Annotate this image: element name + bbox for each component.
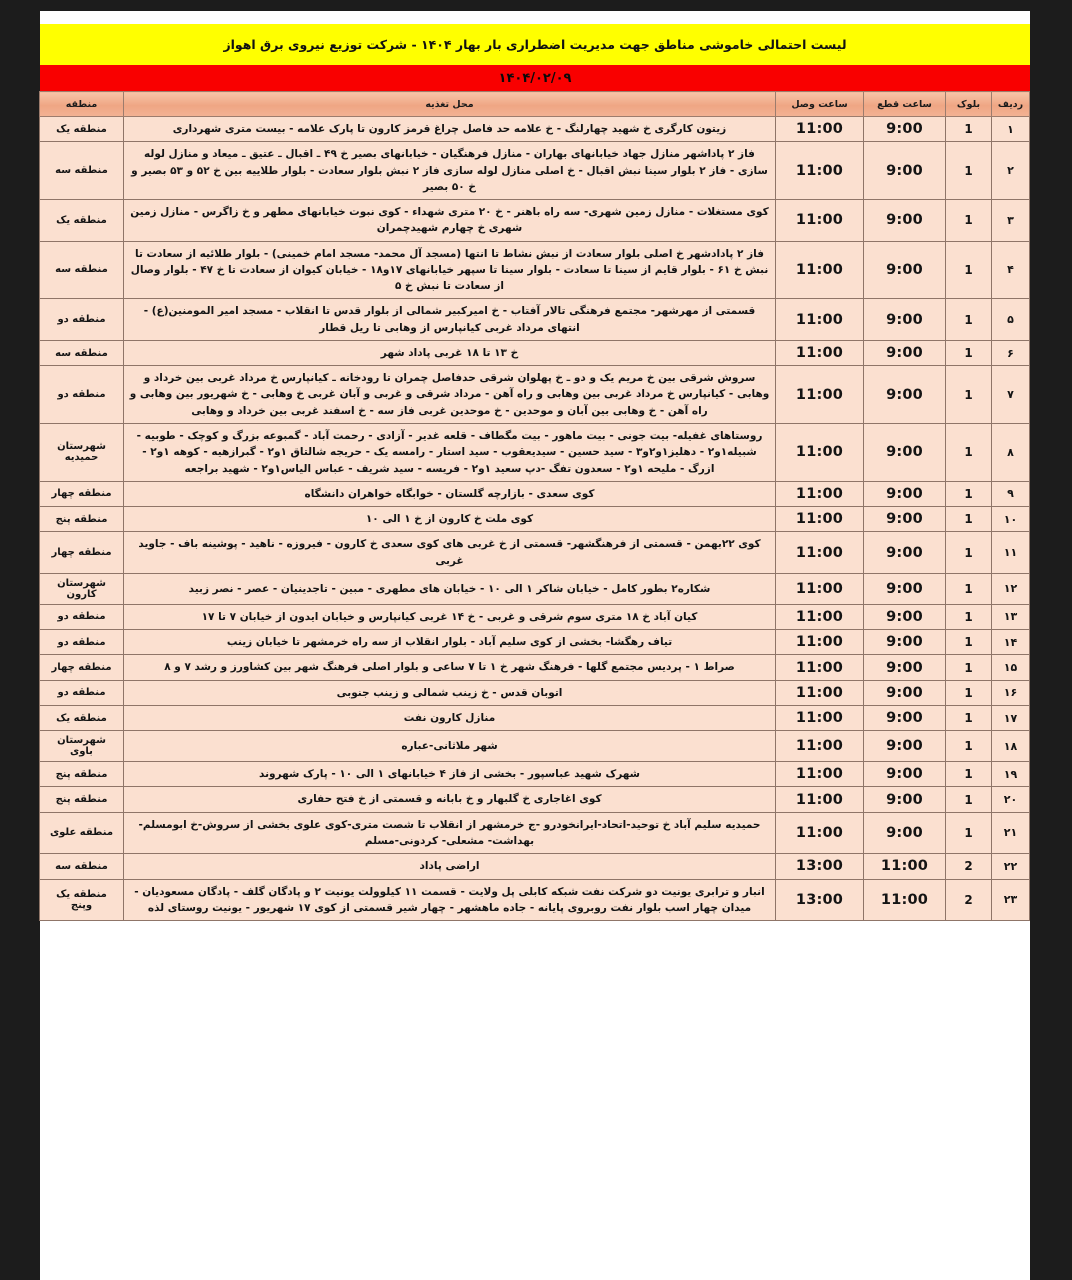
outage-start-time-cell: 9:00 [864, 507, 946, 532]
outage-schedule-page [40, 11, 1030, 1280]
zone-cell: شهرستان کارون [40, 573, 124, 604]
zone-cell: منطقه سه [40, 340, 124, 365]
zone-cell: منطقه یک [40, 117, 124, 142]
block-cell: 1 [946, 655, 992, 680]
row-number-cell: ۱۲ [992, 573, 1030, 604]
outage-end-time-cell: 11:00 [776, 680, 864, 705]
feed-location-cell: تیاف رهگشا- بخشی از کوی سلیم آباد - بلوار انقلاب از سه راه خرمشهر تا خیابان زینب [124, 630, 776, 655]
table-row [40, 731, 1030, 762]
feed-location-cell: منازل کارون نفت [124, 705, 776, 730]
block-cell: 1 [946, 705, 992, 730]
zone-cell: منطقه علوی [40, 812, 124, 854]
outage-end-time-cell: 11:00 [776, 731, 864, 762]
zone-cell: شهرستان باوی [40, 731, 124, 762]
zone-cell: منطقه چهار [40, 655, 124, 680]
row-number-cell: ۱ [992, 117, 1030, 142]
block-cell: 1 [946, 299, 992, 341]
schedule-title-bar [40, 24, 1030, 65]
block-cell: 1 [946, 731, 992, 762]
outage-start-time-cell: 9:00 [864, 630, 946, 655]
feed-location-cell: زیتون کارگری خ شهید چهارلنگ - خ علامه حد فاصل چراغ قرمز کارون تا پارک علامه - بیست متری شهرداری [124, 117, 776, 142]
zone-cell: شهرستان حمیدیه [40, 423, 124, 481]
zone-cell: منطقه دو [40, 366, 124, 424]
row-number-cell: ۱۰ [992, 507, 1030, 532]
column-header-blok: بلوک [946, 92, 992, 117]
table-row [40, 655, 1030, 680]
outage-start-time-cell: 9:00 [864, 200, 946, 242]
outage-end-time-cell: 11:00 [776, 142, 864, 200]
block-cell: 1 [946, 604, 992, 629]
outage-end-time-cell: 13:00 [776, 879, 864, 921]
row-number-cell: ۱۴ [992, 630, 1030, 655]
feed-location-cell: انبار و ترابری یونیت دو شرکت نفت شبکه کابلی پل ولایت - قسمت ۱۱ کیلوولت یونیت ۲ و پادگان گلف - پادگان مسعودیان - میدان چهار اسب بلوار نفت روبروی پایانه - جاده ماهشهر - چهار شیر قسمتی از کوی ۱۷ شهریور - یونیت روستای لذه [124, 879, 776, 921]
outage-start-time-cell: 9:00 [864, 731, 946, 762]
table-header-row [40, 92, 1030, 117]
outage-end-time-cell: 11:00 [776, 366, 864, 424]
block-cell: 1 [946, 787, 992, 812]
page-title: لیست احتمالی خاموشی مناطق جهت مدیریت اضطراری بار بهار ۱۴۰۴ - شرکت توزیع نیروی برق اهواز [223, 37, 847, 52]
table-row [40, 299, 1030, 341]
table-row [40, 604, 1030, 629]
zone-cell: منطقه یک [40, 705, 124, 730]
feed-location-cell: خ ۱۳ تا ۱۸ غربی پاداد شهر [124, 340, 776, 365]
block-cell: 1 [946, 117, 992, 142]
table-row [40, 117, 1030, 142]
table-row [40, 142, 1030, 200]
table-row [40, 532, 1030, 574]
outage-end-time-cell: 11:00 [776, 812, 864, 854]
outage-end-time-cell: 11:00 [776, 299, 864, 341]
table-header [40, 92, 1030, 117]
block-cell: 1 [946, 812, 992, 854]
row-number-cell: ۵ [992, 299, 1030, 341]
table-row [40, 481, 1030, 506]
outage-start-time-cell: 9:00 [864, 787, 946, 812]
block-cell: 1 [946, 532, 992, 574]
outage-end-time-cell: 11:00 [776, 241, 864, 299]
outage-end-time-cell: 11:00 [776, 423, 864, 481]
outage-start-time-cell: 9:00 [864, 423, 946, 481]
outage-end-time-cell: 11:00 [776, 630, 864, 655]
column-header-radif: ردیف [992, 92, 1030, 117]
row-number-cell: ۶ [992, 340, 1030, 365]
outage-start-time-cell: 9:00 [864, 142, 946, 200]
outage-start-time-cell: 9:00 [864, 366, 946, 424]
outage-table [39, 91, 1030, 921]
zone-cell: منطقه یک [40, 200, 124, 242]
table-row [40, 423, 1030, 481]
row-number-cell: ۱۷ [992, 705, 1030, 730]
zone-cell: منطقه چهار [40, 481, 124, 506]
zone-cell: منطقه یک وپنج [40, 879, 124, 921]
outage-end-time-cell: 11:00 [776, 787, 864, 812]
feed-location-cell: اتوبان قدس - خ زینب شمالی و زینب جنوبی [124, 680, 776, 705]
zone-cell: منطقه دو [40, 299, 124, 341]
row-number-cell: ۴ [992, 241, 1030, 299]
outage-end-time-cell: 11:00 [776, 705, 864, 730]
feed-location-cell: صراط ۱ - پردیس مجتمع گلها - فرهنگ شهر خ ۱ تا ۷ ساعی و بلوار اصلی فرهنگ شهر بین کشاورز و رشد ۷ و ۸ [124, 655, 776, 680]
row-number-cell: ۷ [992, 366, 1030, 424]
block-cell: 1 [946, 573, 992, 604]
feed-location-cell: حمیدیه سلیم آباد خ توحید-اتحاد-ایرانخودرو -ج خرمشهر از انقلاب تا شصت متری-کوی علوی بخشی از سروش-خ ابومسلم- بهداشت- مشعلی- کردونی-مسلم [124, 812, 776, 854]
table-body [40, 117, 1030, 921]
row-number-cell: ۱۶ [992, 680, 1030, 705]
feed-location-cell: فاز ۲ پادادشهر خ اصلی بلوار سعادت از نبش نشاط تا انتها (مسجد آل محمد- مسجد امام خمینی) - بلوار طلائیه از سعادت تا نبش خ ۶۱ - بلوار قایم از سینا تا سعادت - بلوار سینا تا سپهر خیابانهای ۱۷و۱۸ - خیابان کیوان از سعادت تا خ ۴۷ - بلوار وصال از سعادت تا نبش خ ۵ [124, 241, 776, 299]
feed-location-cell: فاز ۲ پاداشهر منازل جهاد خیابانهای بهاران - منازل فرهنگیان - خیابانهای بصیر خ ۴۹ ـ اقبال ـ عتیق ـ میعاد و منازل لوله سازی - فاز ۲ بلوار سینا نبش اقبال - خ اصلی منازل لوله سازی فاز ۲ نبش بلوار سعادت - بلوار طلاییه بین خ ۵۲ و ۵۳ بصیر و خ ۵۰ بصیر [124, 142, 776, 200]
block-cell: 1 [946, 366, 992, 424]
feed-location-cell: کوی ۲۲بهمن - قسمتی از فرهنگشهر- قسمتی از خ غربی های کوی سعدی خ کارون - فیروزه - ناهید - پوشینه باف - جاوید غربی [124, 532, 776, 574]
block-cell: 1 [946, 680, 992, 705]
outage-start-time-cell: 9:00 [864, 655, 946, 680]
outage-start-time-cell: 11:00 [864, 879, 946, 921]
outage-end-time-cell: 11:00 [776, 200, 864, 242]
row-number-cell: ۱۵ [992, 655, 1030, 680]
row-number-cell: ۲۰ [992, 787, 1030, 812]
outage-start-time-cell: 9:00 [864, 241, 946, 299]
outage-end-time-cell: 11:00 [776, 655, 864, 680]
schedule-date: ۱۴۰۴/۰۲/۰۹ [498, 70, 572, 86]
block-cell: 2 [946, 879, 992, 921]
outage-start-time-cell: 9:00 [864, 299, 946, 341]
table-row [40, 630, 1030, 655]
outage-end-time-cell: 11:00 [776, 117, 864, 142]
outage-start-time-cell: 9:00 [864, 680, 946, 705]
table-row [40, 340, 1030, 365]
table-row [40, 812, 1030, 854]
outage-start-time-cell: 11:00 [864, 854, 946, 879]
zone-cell: منطقه پنج [40, 762, 124, 787]
row-number-cell: ۸ [992, 423, 1030, 481]
row-number-cell: ۲۳ [992, 879, 1030, 921]
outage-end-time-cell: 11:00 [776, 340, 864, 365]
outage-end-time-cell: 11:00 [776, 573, 864, 604]
outage-end-time-cell: 11:00 [776, 532, 864, 574]
zone-cell: منطقه دو [40, 604, 124, 629]
feed-location-cell: شهر ملاثانی-عباره [124, 731, 776, 762]
outage-end-time-cell: 13:00 [776, 854, 864, 879]
block-cell: 1 [946, 507, 992, 532]
feed-location-cell: کیان آباد خ ۱۸ متری سوم شرقی و غربی - خ ۱۴ غربی کیانپارس و خیابان ایدون از خیابان ۷ تا ۱۷ [124, 604, 776, 629]
column-header-mantaghe: منطقه [40, 92, 124, 117]
outage-start-time-cell: 9:00 [864, 481, 946, 506]
outage-start-time-cell: 9:00 [864, 573, 946, 604]
row-number-cell: ۱۸ [992, 731, 1030, 762]
feed-location-cell: قسمتی از مهرشهر- مجتمع فرهنگی تالار آفتاب - خ امیرکبیر شمالی از بلوار قدس تا انقلاب - مسجد امیر المومنین(ع) - انتهای مرداد غربی کیانپارس از وهابی تا ریل قطار [124, 299, 776, 341]
zone-cell: منطقه سه [40, 241, 124, 299]
feed-location-cell: سروش شرقی بین خ مریم یک و دو ـ خ پهلوان شرقی حدفاصل چمران تا رودخانه ـ کیانپارس خ مرداد غربی بین خرداد و وهابی - کیانپارس خ مرداد غربی بین وهابی و راه آهن - مرداد شرقی و غربی و آبان غربی خ وهابی - خ شهریور بین وهابی و راه آهن - خ وهابی بین آبان و موحدین - خ موحدین غربی فاز سه - خ اسفند غربی بین خرداد و وهابی [124, 366, 776, 424]
table-row [40, 680, 1030, 705]
column-header-ghat: ساعت قطع [864, 92, 946, 117]
table-row [40, 573, 1030, 604]
schedule-date-bar [40, 65, 1030, 91]
row-number-cell: ۱۹ [992, 762, 1030, 787]
block-cell: 1 [946, 481, 992, 506]
table-row [40, 787, 1030, 812]
outage-start-time-cell: 9:00 [864, 340, 946, 365]
row-number-cell: ۲ [992, 142, 1030, 200]
column-header-mahal: محل تغذیه [124, 92, 776, 117]
table-row [40, 705, 1030, 730]
block-cell: 1 [946, 630, 992, 655]
row-number-cell: ۹ [992, 481, 1030, 506]
feed-location-cell: اراضی پاداد [124, 854, 776, 879]
table-row [40, 200, 1030, 242]
table-row [40, 366, 1030, 424]
zone-cell: منطقه دو [40, 630, 124, 655]
zone-cell: منطقه پنج [40, 787, 124, 812]
table-row [40, 762, 1030, 787]
block-cell: 1 [946, 423, 992, 481]
block-cell: 1 [946, 340, 992, 365]
outage-start-time-cell: 9:00 [864, 532, 946, 574]
outage-end-time-cell: 11:00 [776, 604, 864, 629]
block-cell: 1 [946, 200, 992, 242]
zone-cell: منطقه دو [40, 680, 124, 705]
zone-cell: منطقه چهار [40, 532, 124, 574]
outage-end-time-cell: 11:00 [776, 507, 864, 532]
row-number-cell: ۳ [992, 200, 1030, 242]
block-cell: 1 [946, 762, 992, 787]
block-cell: 1 [946, 142, 992, 200]
zone-cell: منطقه پنج [40, 507, 124, 532]
outage-start-time-cell: 9:00 [864, 705, 946, 730]
feed-location-cell: کوی سعدی - بازارچه گلستان - خوابگاه خواهران دانشگاه [124, 481, 776, 506]
outage-start-time-cell: 9:00 [864, 117, 946, 142]
row-number-cell: ۲۲ [992, 854, 1030, 879]
feed-location-cell: کوی ملت خ کارون از خ ۱ الی ۱۰ [124, 507, 776, 532]
row-number-cell: ۱۱ [992, 532, 1030, 574]
table-row [40, 879, 1030, 921]
block-cell: 1 [946, 241, 992, 299]
zone-cell: منطقه سه [40, 854, 124, 879]
feed-location-cell: روستاهای غفیله- بیت جونی - بیت ماهور - بیت مگطاف - قلعه غدیر - آزادی - رحمت آباد - گمبوعه بزرگ و کوچک - طوبیه - شبیله۱و۲ - دهلیز۱و۲و۳ - سید حسین - سیدیعقوب - سید استار - رامسه یک - حریجه شالتاق ۱و۲ - گبرازهیه - کوهه ۱و۲ - ازرگ - ملیحه ۱و۲ - سعدون تفگ -دپ سعید ۱و۲ - فریسه - سید شریف - عباس الیاس۱و۲ - شهید براجعه [124, 423, 776, 481]
outage-start-time-cell: 9:00 [864, 762, 946, 787]
outage-end-time-cell: 11:00 [776, 762, 864, 787]
table-row [40, 854, 1030, 879]
outage-start-time-cell: 9:00 [864, 812, 946, 854]
outage-start-time-cell: 9:00 [864, 604, 946, 629]
feed-location-cell: شکاره۲ بطور کامل - خیابان شاکر ۱ الی ۱۰ - خیابان های مطهری - مبین - تاجدینیان - عصر - نصر زبید [124, 573, 776, 604]
column-header-vasl: ساعت وصل [776, 92, 864, 117]
block-cell: 2 [946, 854, 992, 879]
row-number-cell: ۲۱ [992, 812, 1030, 854]
zone-cell: منطقه سه [40, 142, 124, 200]
table-row [40, 241, 1030, 299]
row-number-cell: ۱۳ [992, 604, 1030, 629]
feed-location-cell: کوی مستغلات - منازل زمین شهری- سه راه باهنر - خ ۲۰ متری شهداء - کوی نبوت خیابانهای مطهر و خ زاگرس - منازل زمین شهری خ چهارم شهیدچمران [124, 200, 776, 242]
table-row [40, 507, 1030, 532]
feed-location-cell: کوی اغاجاری خ گلبهار و خ بابانه و قسمتی از خ فتح حفاری [124, 787, 776, 812]
outage-end-time-cell: 11:00 [776, 481, 864, 506]
feed-location-cell: شهرک شهید عباسپور - بخشی از فاز ۴ خیابانهای ۱ الی ۱۰ - پارک شهروند [124, 762, 776, 787]
